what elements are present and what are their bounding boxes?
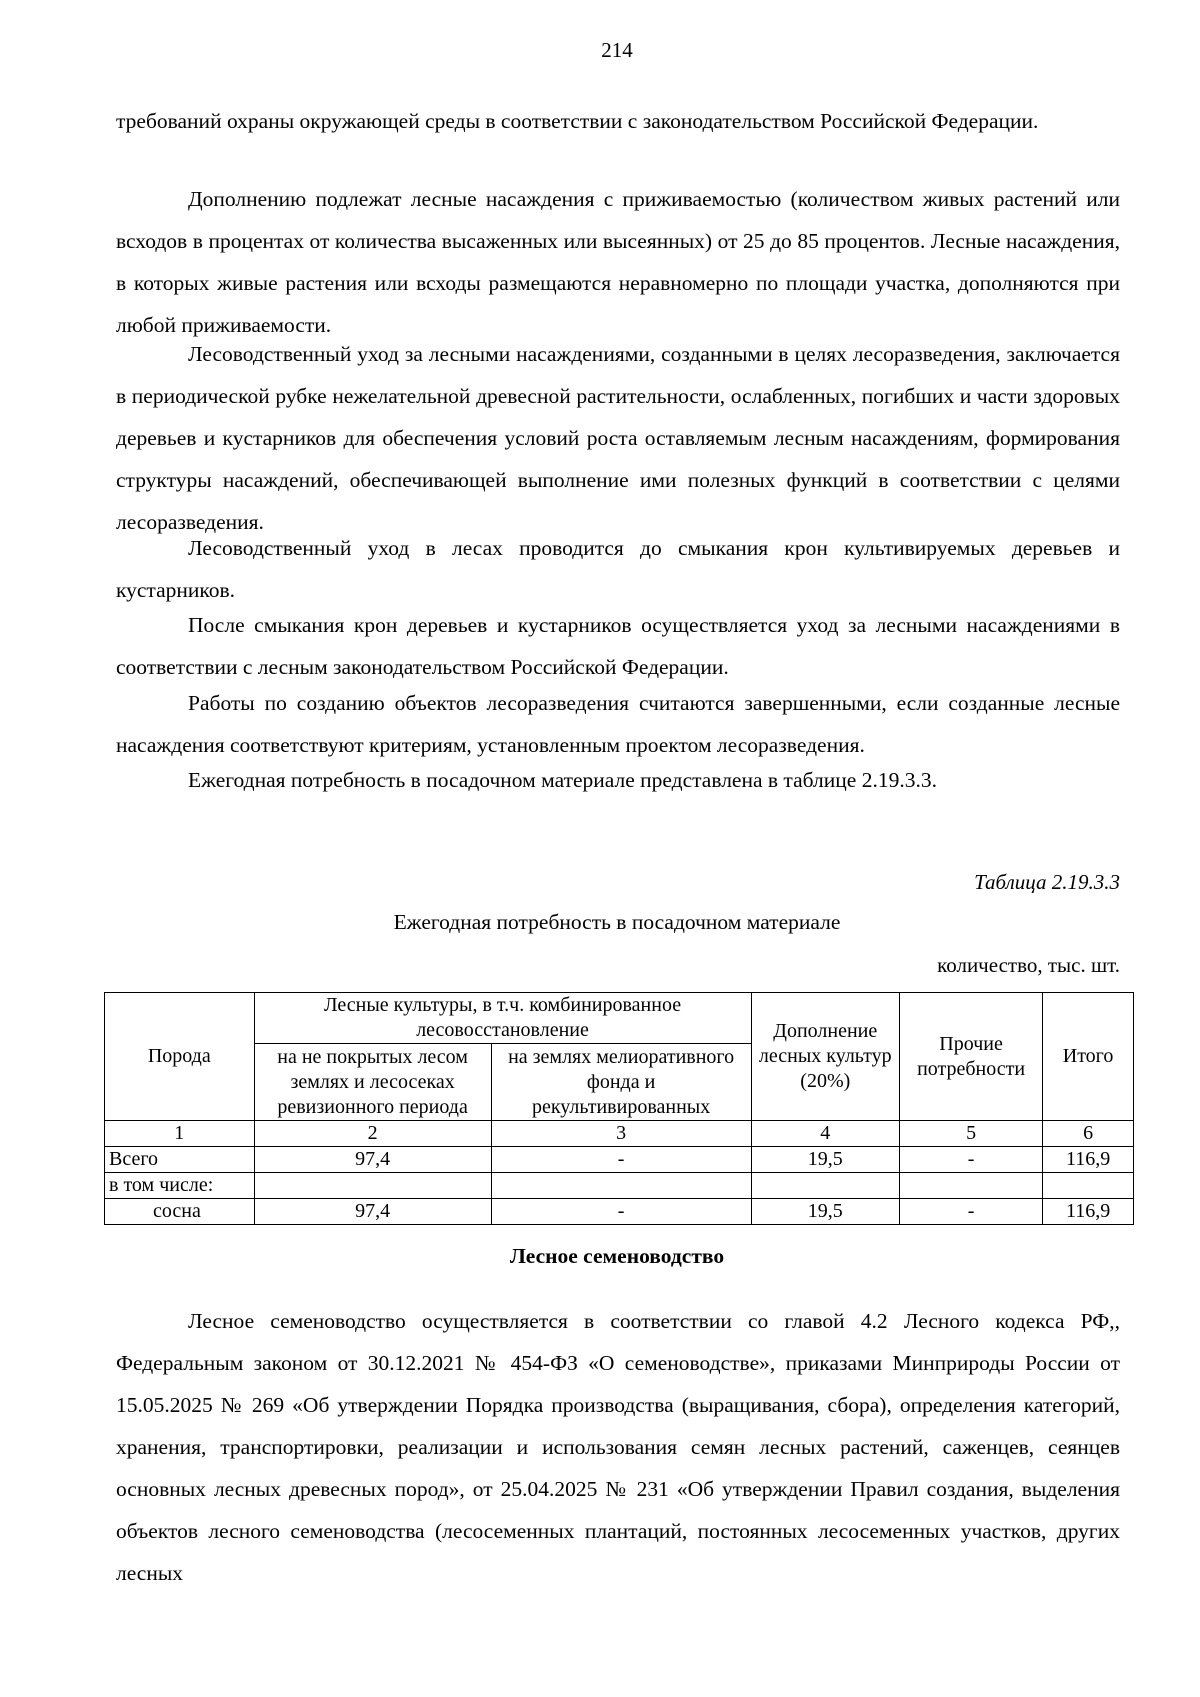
value-cell: [751, 1173, 899, 1199]
value-cell: 116,9: [1043, 1199, 1134, 1225]
table-label: Таблица 2.19.3.3: [974, 870, 1120, 894]
paragraph-continuation: требований охраны окружающей среды в соответствии с законодательством Российской Федерации.: [116, 109, 1039, 133]
species-cell: Всего: [105, 1147, 255, 1173]
column-number: 6: [1043, 1121, 1134, 1147]
value-cell: 97,4: [254, 1199, 491, 1225]
paragraph-annual-need: Ежегодная потребность в посадочном материале представлена в таблице 2.19.3.3.: [188, 768, 937, 792]
header-total: Итого: [1043, 993, 1134, 1121]
header-reclamation-lands: на землях мелиоративного фонда и рекультивированных: [491, 1044, 751, 1121]
value-cell: -: [491, 1147, 751, 1173]
section-heading: Лесное семеноводство: [509, 1244, 725, 1268]
value-cell: [254, 1173, 491, 1199]
table-row: [105, 1199, 1134, 1225]
table-title: Ежегодная потребность в посадочном материале: [393, 910, 841, 934]
planting-material-table: [104, 992, 1134, 1225]
page-number: 214: [601, 38, 633, 62]
column-number: 1: [105, 1121, 255, 1147]
header-species: Порода: [105, 993, 255, 1121]
paragraph-completion: Работы по созданию объектов лесоразведения считаются завершенными, если созданные лесные насаждения соответствуют критериям, установленным проектом лесоразведения.: [116, 691, 1120, 757]
value-cell: [491, 1173, 751, 1199]
column-number: 4: [751, 1121, 899, 1147]
value-cell: 19,5: [751, 1199, 899, 1225]
header-supplement: Дополнение лесных культур (20%): [751, 993, 899, 1121]
value-cell: [900, 1173, 1043, 1199]
table-header-row: [105, 993, 1134, 1044]
value-cell: [1043, 1173, 1134, 1199]
column-number: 2: [254, 1121, 491, 1147]
paragraph-silvicultural-care: Лесоводственный уход за лесными насаждениями, созданными в целях лесоразведения, заключается в периодической рубке нежелательной древесной растительности, ослабленных, погибших и части здоровых деревьев и кустарников для обеспечения условий роста оставляемым лесным насаждениям, формирования структуры насаждений, обеспечивающей выполнение ими полезных функций в соответствии с целями лесоразведения.: [116, 342, 1120, 534]
value-cell: 116,9: [1043, 1147, 1134, 1173]
value-cell: -: [491, 1199, 751, 1225]
value-cell: 19,5: [751, 1147, 899, 1173]
value-cell: -: [900, 1199, 1043, 1225]
paragraph-after-closure: После смыкания крон деревьев и кустарников осуществляется уход за лесными насаждениями в соответствии с лесным законодательством Российской Федерации.: [116, 613, 1120, 679]
table-row: [105, 1147, 1134, 1173]
paragraph-supplement: Дополнению подлежат лесные насаждения с приживаемостью (количеством живых растений или всходов в процентах от количества высаженных или высеянных) от 25 до 85 процентов. Лесные насаждения, в которых живые растения или всходы размещаются неравномерно по площади участка, дополняются при любой приживаемости.: [116, 187, 1120, 337]
value-cell: -: [900, 1147, 1043, 1173]
paragraph-seed-production: Лесное семеноводство осуществляется в соответствии со главой 4.2 Лесного кодекса РФ,, Федеральным законом от 30.12.2021 № 454-ФЗ «О семеноводстве», приказами Минприроды России от 15.05.2025 № 269 «Об утверждении Порядка производства (выращивания, сбора), определения категорий, хранения, транспортировки, реализации и использования семян лесных растений, саженцев, сеянцев основных лесных древесных пород», от 25.04.2025 № 231 «Об утверждении Правил создания, выделения объектов лесного семеноводства (лесосеменных плантаций, постоянных лесосеменных участков, других лесных: [116, 1309, 1120, 1585]
header-other-needs: Прочие потребности: [900, 993, 1043, 1121]
species-cell: в том числе:: [105, 1173, 255, 1199]
table-row: [105, 1173, 1134, 1199]
paragraph-care-duration: Лесоводственный уход в лесах проводится до смыкания крон культивируемых деревьев и кустарников.: [116, 536, 1120, 602]
column-number: 5: [900, 1121, 1043, 1147]
table-units: количество, тыс. шт.: [937, 953, 1120, 977]
species-cell: сосна: [105, 1199, 255, 1225]
header-forest-cultures: Лесные культуры, в т.ч. комбинированное лесовосстановление: [254, 993, 751, 1044]
value-cell: 97,4: [254, 1147, 491, 1173]
header-unforested-lands: на не покрытых лесом землях и лесосеках ревизионного периода: [254, 1044, 491, 1121]
column-number: 3: [491, 1121, 751, 1147]
table-column-numbers-row: [105, 1121, 1134, 1147]
